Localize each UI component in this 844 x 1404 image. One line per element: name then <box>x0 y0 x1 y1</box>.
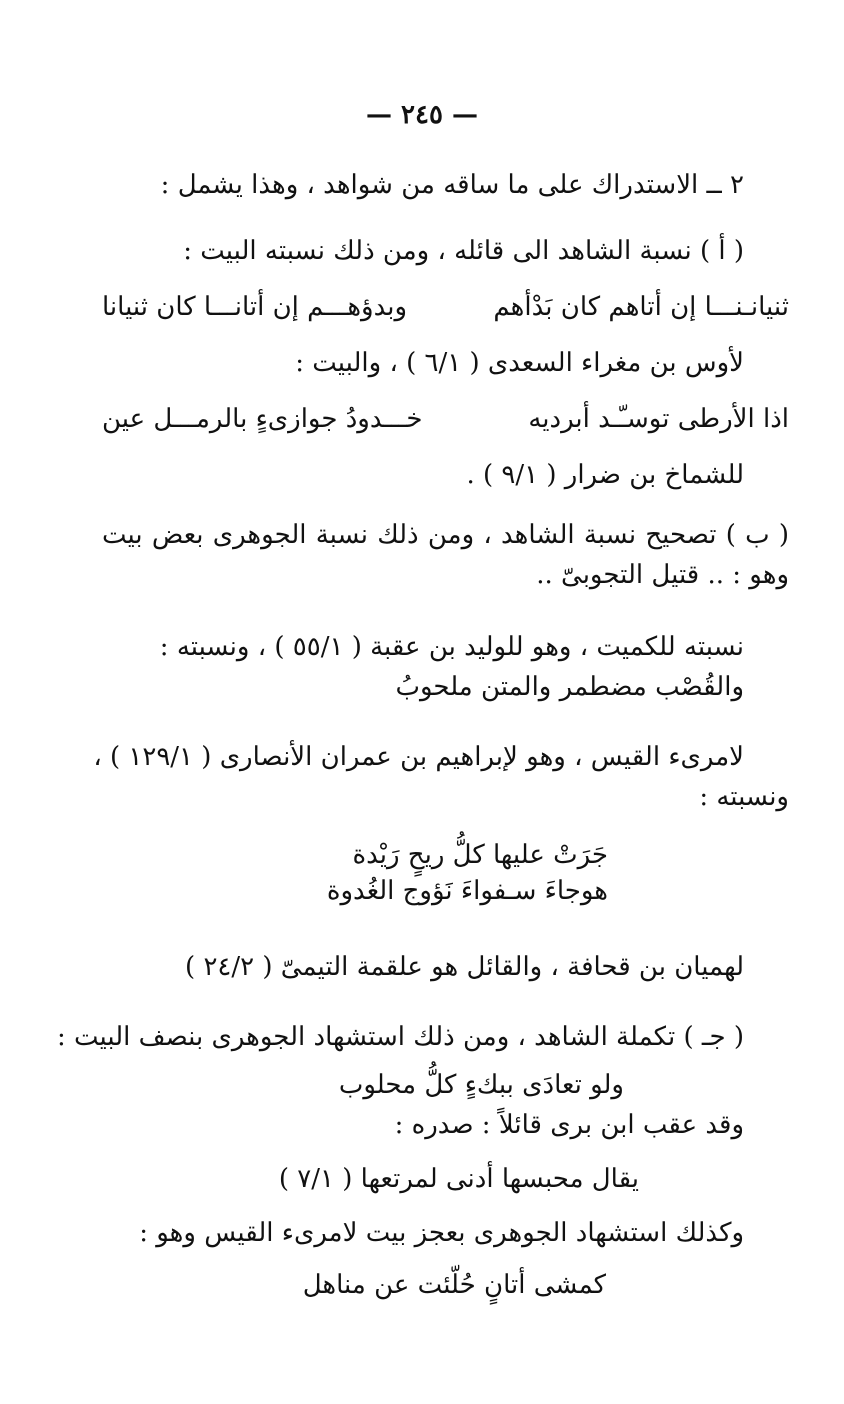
verse-line: هوجاءَ سـفواءَ نَؤوج الغُدوة <box>326 876 608 906</box>
text-line: نسبته للكميت ، وهو للوليد بن عقبة ( ٥٥/١ ) ، ونسبته : <box>159 632 744 662</box>
verse-1-second-hemistich: وبدؤهـــم إن أتانـــا كان ثنيانا <box>102 292 408 322</box>
text-line: لأوس بن مغراء السعدى ( ٦/١ ) ، والبيت : <box>295 348 744 378</box>
verse-line: ولو تعادَى ببكءٍ كلُّ محلوب <box>338 1070 624 1100</box>
text-line: للشماخ بن ضرار ( ٩/١ ) . <box>466 460 744 490</box>
text-line: لهميان بن قحافة ، والقائل هو علقمة التيمىّ ( ٢٤/٢ ) <box>185 952 744 982</box>
verse-line: يقال محبسها أدنى لمرتعها ( ٧/١ ) <box>278 1164 639 1194</box>
text-line: لامرىء القيس ، وهو لإبراهيم بن عمران الأنصارى ( ١٢٩/١ ) ، <box>93 742 744 772</box>
text-line: وهو : .. قتيل التجوبىّ .. <box>536 560 789 590</box>
text-line: وقد عقب ابن برى قائلاً : صدره : <box>394 1110 744 1140</box>
verse-2-first-hemistich: اذا الأرطى توسـّـد أبرديه <box>528 404 789 434</box>
subsection-b-heading: ( ب ) تصحيح نسبة الشاهد ، ومن ذلك نسبة الجوهرى بعض بيت <box>102 520 789 550</box>
text-line: وكذلك استشهاد الجوهرى بعجز بيت لامرىء القيس وهو : <box>139 1218 744 1248</box>
verse-line: كمشى أتانٍ حُلّئت عن مناهل <box>302 1270 606 1300</box>
subsection-c-heading: ( جـ ) تكملة الشاهد ، ومن ذلك استشهاد الجوهرى بنصف البيت : <box>57 1022 744 1052</box>
verse-2-second-hemistich: خـــدودُ جوازىءٍ بالرمـــل عين <box>102 404 423 434</box>
verse-line: جَرَتْ عليها كلُّ ريحٍ رَيْدة <box>352 840 608 870</box>
section-heading: ٢ ــ الاستدراك على ما ساقه من شواهد ، وهذا يشمل : <box>160 170 744 200</box>
text-line: ونسبته : <box>699 782 789 812</box>
verse-1-first-hemistich: ثنيانـنـــا إن أتاهم كان بَدْأهم <box>493 292 789 322</box>
subsection-a-heading: ( أ ) نسبة الشاهد الى قائله ، ومن ذلك نسبته البيت : <box>183 236 744 266</box>
verse-1 <box>102 290 789 324</box>
page-number: — ٢٤٥ — <box>365 100 479 130</box>
verse-2 <box>102 402 789 436</box>
verse-line: والقُصْب مضطمر والمتن ملحوبُ <box>395 672 744 702</box>
